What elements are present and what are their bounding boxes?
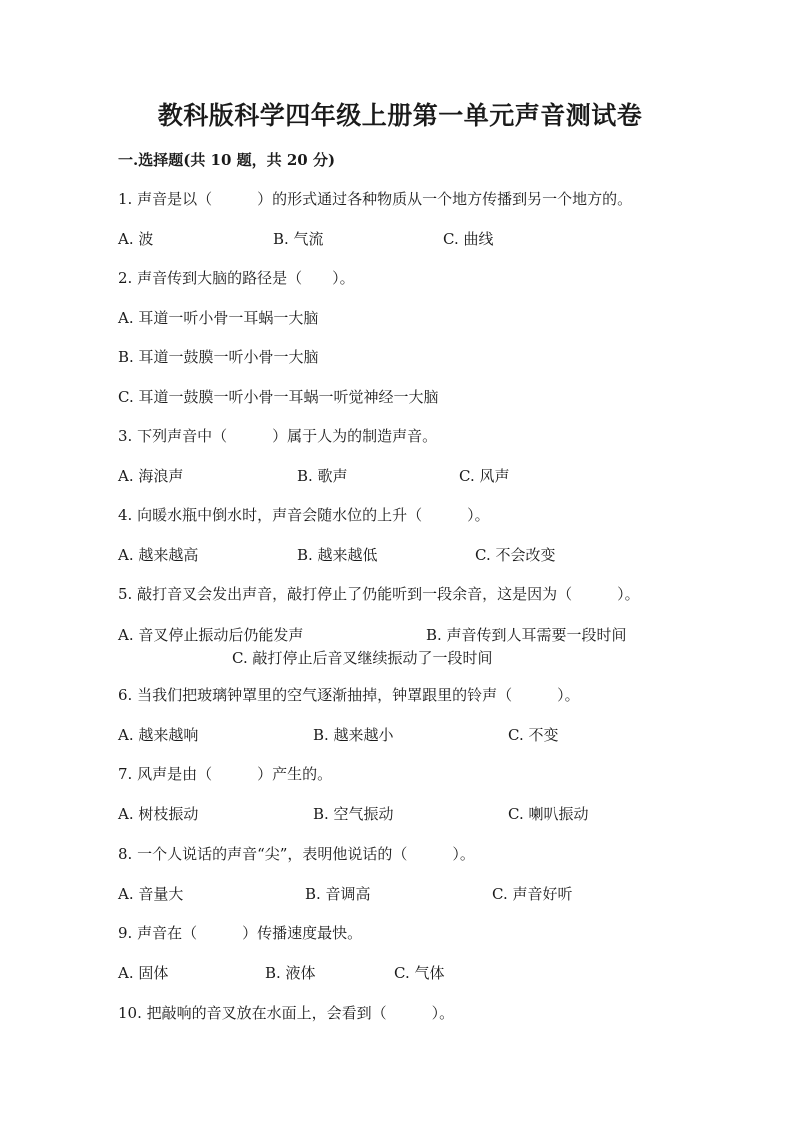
question-7: 7. 风声是由（ ）产生的。	[118, 765, 333, 783]
q2-option-c: C. 耳道一鼓膜一听小骨一耳蜗一听觉神经一大脑	[118, 388, 439, 406]
q8-option-a: A. 音量大	[118, 885, 184, 903]
q7-option-b: B. 空气振动	[313, 805, 394, 823]
q3-option-b: B. 歌声	[297, 467, 348, 485]
q8-option-c: C. 声音好听	[492, 885, 573, 903]
q8-option-b: B. 音调高	[305, 885, 371, 903]
page-title: 教科版科学四年级上册第一单元声音测试卷	[157, 101, 643, 130]
question-4: 4. 向暖水瓶中倒水时，声音会随水位的上升（ ）。	[118, 506, 490, 524]
q2-option-a: A. 耳道一听小骨一耳蜗一大脑	[118, 309, 319, 327]
q6-option-b: B. 越来越小	[313, 726, 394, 744]
q3-option-c: C. 风声	[459, 467, 510, 485]
question-1: 1. 声音是以（ ）的形式通过各种物质从一个地方传播到另一个地方的。	[118, 190, 633, 208]
q4-option-c: C. 不会改变	[475, 546, 556, 564]
q9-option-c: C. 气体	[394, 964, 445, 982]
q3-option-a: A. 海浪声	[118, 467, 184, 485]
q9-option-b: B. 液体	[265, 964, 316, 982]
q5-option-a: A. 音叉停止振动后仍能发声	[118, 626, 304, 644]
q5-option-b: B. 声音传到人耳需要一段时间	[426, 626, 627, 644]
q1-option-a: A. 波	[118, 230, 154, 248]
q7-option-a: A. 树枝振动	[118, 805, 199, 823]
q9-option-a: A. 固体	[118, 964, 169, 982]
q4-option-a: A. 越来越高	[118, 546, 199, 564]
question-9: 9. 声音在（ ）传播速度最快。	[118, 924, 363, 942]
question-2: 2. 声音传到大脑的路径是（ ）。	[118, 269, 355, 287]
q6-option-c: C. 不变	[508, 726, 559, 744]
q7-option-c: C. 喇叭振动	[508, 805, 589, 823]
question-10: 10. 把敲响的音叉放在水面上，会看到（ ）。	[118, 1004, 455, 1022]
q6-option-a: A. 越来越响	[118, 726, 199, 744]
q1-option-c: C. 曲线	[443, 230, 494, 248]
question-6: 6. 当我们把玻璃钟罩里的空气逐渐抽掉，钟罩跟里的铃声（ ）。	[118, 686, 580, 704]
q5-option-c: C. 敲打停止后音叉继续振动了一段时间	[232, 649, 493, 667]
question-8: 8. 一个人说话的声音“尖”，表明他说话的（ ）。	[118, 845, 475, 863]
q2-option-b: B. 耳道一鼓膜一听小骨一大脑	[118, 348, 319, 366]
q1-option-b: B. 气流	[273, 230, 324, 248]
q4-option-b: B. 越来越低	[297, 546, 378, 564]
section-heading: 一.选择题(共 10 题，共 20 分)	[118, 151, 336, 169]
question-3: 3. 下列声音中（ ）属于人为的制造声音。	[118, 427, 438, 445]
question-5: 5. 敲打音叉会发出声音，敲打停止了仍能听到一段余音，这是因为（ ）。	[118, 585, 640, 603]
